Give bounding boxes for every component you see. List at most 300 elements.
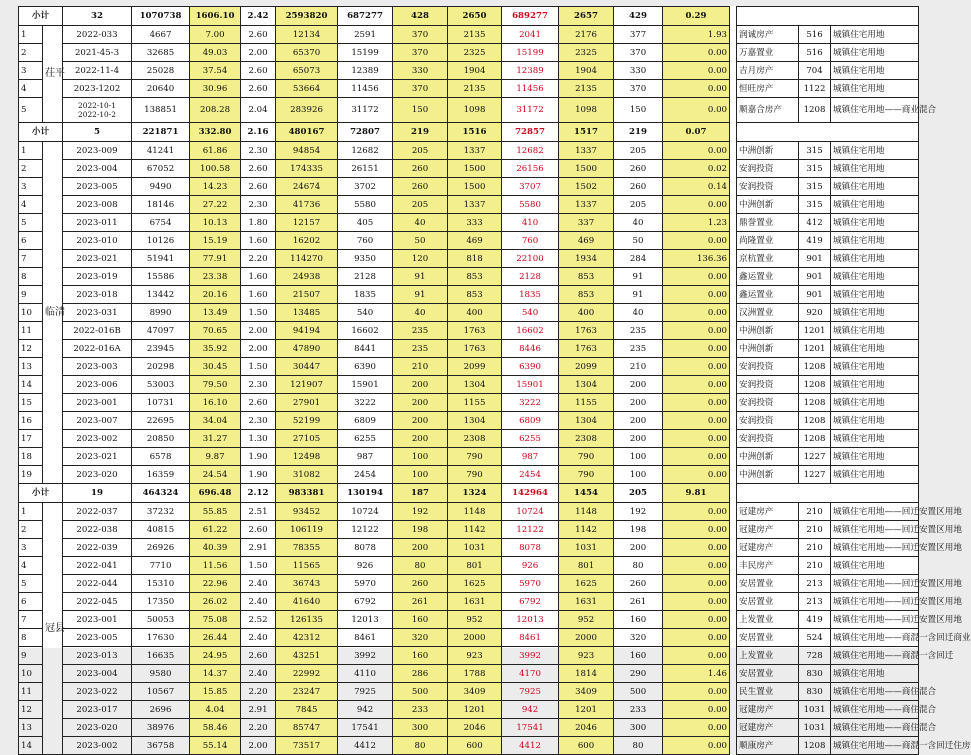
zone-code: 210 bbox=[799, 521, 831, 539]
company-name: 安润投资 bbox=[737, 376, 799, 394]
subtotal-c11: 0.07 bbox=[663, 123, 730, 142]
gap-cell bbox=[730, 268, 737, 286]
company-name: 安居置业 bbox=[737, 575, 799, 593]
parcel-code: 2023-013 bbox=[63, 647, 132, 665]
land-use: 城镇住宅用地——回迁安置区用地 bbox=[831, 611, 919, 629]
cell-c1: 20298 bbox=[132, 358, 190, 376]
cell-c3: 1.50 bbox=[241, 557, 276, 575]
cell-c11: 0.00 bbox=[663, 142, 730, 160]
cell-c9: 1304 bbox=[559, 376, 614, 394]
cell-c11: 0.00 bbox=[663, 647, 730, 665]
cell-c8: 12389 bbox=[502, 62, 559, 80]
gap-cell bbox=[730, 521, 737, 539]
company-name: 安润投资 bbox=[737, 412, 799, 430]
cell-c9: 2325 bbox=[559, 44, 614, 62]
parcel-code: 2022-045 bbox=[63, 593, 132, 611]
cell-c5: 5970 bbox=[338, 575, 393, 593]
cell-c5: 6792 bbox=[338, 593, 393, 611]
table-row bbox=[19, 557, 919, 575]
cell-c9: 600 bbox=[559, 737, 614, 755]
parcel-code: 2023-021 bbox=[63, 448, 132, 466]
gap-cell bbox=[730, 80, 737, 98]
cell-c2: 49.03 bbox=[190, 44, 241, 62]
land-use: 城镇住宅用地 bbox=[831, 376, 919, 394]
cell-c1: 20640 bbox=[132, 80, 190, 98]
cell-c7: 1631 bbox=[448, 593, 502, 611]
cell-c1: 9580 bbox=[132, 665, 190, 683]
cell-c9: 337 bbox=[559, 214, 614, 232]
cell-c3: 2.40 bbox=[241, 665, 276, 683]
cell-c6: 91 bbox=[393, 286, 448, 304]
land-use: 城镇住宅用地——回迁安置区用地 bbox=[831, 575, 919, 593]
company-name: 鑫运置业 bbox=[737, 268, 799, 286]
cell-c7: 3409 bbox=[448, 683, 502, 701]
subtotal-c6: 219 bbox=[393, 123, 448, 142]
subtotal-c5: 130194 bbox=[338, 484, 393, 503]
cell-c11: 0.00 bbox=[663, 557, 730, 575]
cell-c1: 17630 bbox=[132, 629, 190, 647]
subtotal-c9: 1517 bbox=[559, 123, 614, 142]
cell-c3: 2.60 bbox=[241, 521, 276, 539]
gap-cell bbox=[730, 557, 737, 575]
company-name: 冠建房产 bbox=[737, 503, 799, 521]
cell-c10: 330 bbox=[614, 62, 663, 80]
cell-c5: 12682 bbox=[338, 142, 393, 160]
cell-c6: 100 bbox=[393, 466, 448, 484]
parcel-code: 2023-004 bbox=[63, 665, 132, 683]
district-name: 临清 bbox=[43, 142, 63, 484]
zone-code: 213 bbox=[799, 575, 831, 593]
cell-c1: 6754 bbox=[132, 214, 190, 232]
cell-c6: 261 bbox=[393, 593, 448, 611]
cell-c2: 70.65 bbox=[190, 322, 241, 340]
cell-c10: 100 bbox=[614, 448, 663, 466]
cell-c6: 370 bbox=[393, 80, 448, 98]
cell-c3: 1.50 bbox=[241, 304, 276, 322]
cell-c11: 0.00 bbox=[663, 268, 730, 286]
cell-c8: 4170 bbox=[502, 665, 559, 683]
cell-c2: 13.49 bbox=[190, 304, 241, 322]
row-number: 4 bbox=[19, 196, 43, 214]
subtotal-c8: 142964 bbox=[502, 484, 559, 503]
land-table bbox=[18, 6, 971, 755]
zone-code: 210 bbox=[799, 557, 831, 575]
cell-c2: 26.02 bbox=[190, 593, 241, 611]
land-use: 城镇住宅用地——回迁安置区用地 bbox=[831, 503, 919, 521]
cell-c1: 13442 bbox=[132, 286, 190, 304]
cell-c9: 1148 bbox=[559, 503, 614, 521]
parcel-code: 2023-007 bbox=[63, 412, 132, 430]
table-row bbox=[19, 448, 919, 466]
cell-c11: 0.00 bbox=[663, 322, 730, 340]
row-number: 2 bbox=[19, 44, 43, 62]
cell-c7: 1763 bbox=[448, 322, 502, 340]
cell-c1: 20850 bbox=[132, 430, 190, 448]
parcel-code: 2023-005 bbox=[63, 629, 132, 647]
parcel-code: 2022-044 bbox=[63, 575, 132, 593]
parcel-code: 2022-041 bbox=[63, 557, 132, 575]
land-use: 城镇住宅用地 bbox=[831, 304, 919, 322]
cell-c10: 200 bbox=[614, 539, 663, 557]
cell-c5: 11456 bbox=[338, 80, 393, 98]
cell-c11: 0.00 bbox=[663, 232, 730, 250]
cell-c6: 235 bbox=[393, 322, 448, 340]
cell-c3: 2.30 bbox=[241, 196, 276, 214]
cell-c3: 2.60 bbox=[241, 394, 276, 412]
cell-c1: 16635 bbox=[132, 647, 190, 665]
cell-c2: 61.22 bbox=[190, 521, 241, 539]
cell-c9: 1625 bbox=[559, 575, 614, 593]
cell-c4: 52199 bbox=[276, 412, 338, 430]
cell-c6: 500 bbox=[393, 683, 448, 701]
parcel-code: 2023-017 bbox=[63, 701, 132, 719]
zone-code: 315 bbox=[799, 178, 831, 196]
row-number: 10 bbox=[19, 665, 43, 683]
cell-c10: 150 bbox=[614, 98, 663, 123]
cell-c2: 7.00 bbox=[190, 26, 241, 44]
cell-c1: 51941 bbox=[132, 250, 190, 268]
subtotal-c5: 72807 bbox=[338, 123, 393, 142]
table-row bbox=[19, 26, 919, 44]
parcel-code: 2023-001 bbox=[63, 611, 132, 629]
cell-c10: 40 bbox=[614, 214, 663, 232]
cell-c9: 1763 bbox=[559, 340, 614, 358]
cell-c8: 12122 bbox=[502, 521, 559, 539]
row-number: 3 bbox=[19, 62, 43, 80]
parcel-code: 2023-018 bbox=[63, 286, 132, 304]
cell-c4: 126135 bbox=[276, 611, 338, 629]
row-number: 10 bbox=[19, 304, 43, 322]
cell-c11: 0.02 bbox=[663, 160, 730, 178]
subtotal-c4: 480167 bbox=[276, 123, 338, 142]
subtotal-c1: 1070738 bbox=[132, 7, 190, 26]
cell-c10: 500 bbox=[614, 683, 663, 701]
row-number: 14 bbox=[19, 376, 43, 394]
table-row bbox=[19, 196, 919, 214]
cell-c2: 26.44 bbox=[190, 629, 241, 647]
table-row bbox=[19, 737, 919, 755]
cell-c11: 0.00 bbox=[663, 448, 730, 466]
zone-code: 1031 bbox=[799, 701, 831, 719]
cell-c2: 75.08 bbox=[190, 611, 241, 629]
cell-c6: 198 bbox=[393, 521, 448, 539]
cell-c4: 27105 bbox=[276, 430, 338, 448]
cell-c7: 2099 bbox=[448, 358, 502, 376]
cell-c4: 78355 bbox=[276, 539, 338, 557]
cell-c9: 2308 bbox=[559, 430, 614, 448]
subtotal-c8: 72857 bbox=[502, 123, 559, 142]
cell-c10: 200 bbox=[614, 394, 663, 412]
cell-c8: 3222 bbox=[502, 394, 559, 412]
cell-c7: 1625 bbox=[448, 575, 502, 593]
table-row bbox=[19, 98, 919, 123]
parcel-code: 2023-021 bbox=[63, 250, 132, 268]
cell-c5: 3222 bbox=[338, 394, 393, 412]
cell-c4: 12134 bbox=[276, 26, 338, 44]
parcel-code: 2023-006 bbox=[63, 376, 132, 394]
cell-c4: 94854 bbox=[276, 142, 338, 160]
cell-c3: 2.30 bbox=[241, 376, 276, 394]
gap-cell bbox=[730, 575, 737, 593]
cell-c11: 0.00 bbox=[663, 503, 730, 521]
subtotal-c6: 187 bbox=[393, 484, 448, 503]
cell-c11: 1.23 bbox=[663, 214, 730, 232]
cell-c10: 80 bbox=[614, 737, 663, 755]
subtotal-row bbox=[19, 123, 919, 142]
cell-c4: 27901 bbox=[276, 394, 338, 412]
parcel-code: 2023-008 bbox=[63, 196, 132, 214]
cell-c2: 30.45 bbox=[190, 358, 241, 376]
cell-c7: 1337 bbox=[448, 142, 502, 160]
cell-c5: 6809 bbox=[338, 412, 393, 430]
table-row bbox=[19, 575, 919, 593]
cell-c11: 0.00 bbox=[663, 430, 730, 448]
cell-c6: 260 bbox=[393, 575, 448, 593]
cell-c8: 7925 bbox=[502, 683, 559, 701]
cell-c11: 0.00 bbox=[663, 412, 730, 430]
cell-c3: 2.40 bbox=[241, 629, 276, 647]
company-name: 安润投资 bbox=[737, 160, 799, 178]
cell-c2: 34.04 bbox=[190, 412, 241, 430]
cell-c1: 47097 bbox=[132, 322, 190, 340]
subtotal-c10: 429 bbox=[614, 7, 663, 26]
parcel-code: 2023-1202 bbox=[63, 80, 132, 98]
cell-c3: 1.90 bbox=[241, 466, 276, 484]
zone-code: 901 bbox=[799, 268, 831, 286]
cell-c3: 2.60 bbox=[241, 160, 276, 178]
cell-c10: 100 bbox=[614, 466, 663, 484]
cell-c8: 6792 bbox=[502, 593, 559, 611]
zone-code: 1208 bbox=[799, 412, 831, 430]
land-use: 城镇住宅用地——商混一含回迁商业 bbox=[831, 629, 919, 647]
cell-c5: 760 bbox=[338, 232, 393, 250]
subtotal-c1: 221871 bbox=[132, 123, 190, 142]
cell-c3: 2.00 bbox=[241, 737, 276, 755]
row-number: 7 bbox=[19, 611, 43, 629]
cell-c2: 208.28 bbox=[190, 98, 241, 123]
cell-c11: 0.00 bbox=[663, 376, 730, 394]
cell-c5: 31172 bbox=[338, 98, 393, 123]
cell-c7: 1500 bbox=[448, 160, 502, 178]
cell-c3: 2.91 bbox=[241, 539, 276, 557]
cell-c10: 50 bbox=[614, 232, 663, 250]
cell-c3: 2.30 bbox=[241, 142, 276, 160]
cell-c10: 192 bbox=[614, 503, 663, 521]
cell-c10: 200 bbox=[614, 430, 663, 448]
cell-c10: 261 bbox=[614, 593, 663, 611]
parcel-code: 2022-033 bbox=[63, 26, 132, 44]
parcel-code: 2021-45-3 bbox=[63, 44, 132, 62]
subtotal-c7: 1324 bbox=[448, 484, 502, 503]
land-use: 城镇住宅用地 bbox=[831, 44, 919, 62]
zone-code: 704 bbox=[799, 62, 831, 80]
cell-c6: 80 bbox=[393, 737, 448, 755]
cell-c8: 12682 bbox=[502, 142, 559, 160]
cell-c3: 2.04 bbox=[241, 98, 276, 123]
cell-c10: 290 bbox=[614, 665, 663, 683]
company-name: 顺嘉合房产 bbox=[737, 98, 799, 123]
gap-cell bbox=[730, 593, 737, 611]
land-transaction-sheet bbox=[18, 6, 971, 751]
cell-c11: 0.00 bbox=[663, 62, 730, 80]
cell-c5: 2591 bbox=[338, 26, 393, 44]
cell-c3: 2.91 bbox=[241, 701, 276, 719]
land-use: 城镇住宅用地 bbox=[831, 430, 919, 448]
subtotal-c7: 1516 bbox=[448, 123, 502, 142]
row-number: 19 bbox=[19, 466, 43, 484]
row-number: 11 bbox=[19, 322, 43, 340]
cell-c2: 11.56 bbox=[190, 557, 241, 575]
gap-cell bbox=[730, 394, 737, 412]
cell-c8: 3707 bbox=[502, 178, 559, 196]
cell-c2: 16.10 bbox=[190, 394, 241, 412]
land-use: 城镇住宅用地 bbox=[831, 286, 919, 304]
cell-c4: 31082 bbox=[276, 466, 338, 484]
subtotal-c1: 464324 bbox=[132, 484, 190, 503]
cell-c6: 233 bbox=[393, 701, 448, 719]
cell-c4: 24674 bbox=[276, 178, 338, 196]
zone-code: 901 bbox=[799, 286, 831, 304]
cell-c8: 540 bbox=[502, 304, 559, 322]
cell-c9: 2176 bbox=[559, 26, 614, 44]
company-name: 安居置业 bbox=[737, 665, 799, 683]
land-use: 城镇住宅用地——商业混合 bbox=[831, 98, 919, 123]
cell-c11: 0.00 bbox=[663, 98, 730, 123]
cell-c6: 200 bbox=[393, 376, 448, 394]
land-use: 城镇住宅用地 bbox=[831, 250, 919, 268]
cell-c8: 2128 bbox=[502, 268, 559, 286]
cell-c11: 0.00 bbox=[663, 80, 730, 98]
subtotal-c11: 0.29 bbox=[663, 7, 730, 26]
gap-cell bbox=[730, 62, 737, 80]
cell-c3: 1.60 bbox=[241, 232, 276, 250]
cell-c10: 205 bbox=[614, 196, 663, 214]
cell-c1: 17350 bbox=[132, 593, 190, 611]
cell-c9: 1814 bbox=[559, 665, 614, 683]
company-name: 冠建房产 bbox=[737, 719, 799, 737]
cell-c10: 260 bbox=[614, 178, 663, 196]
parcel-code: 2022-039 bbox=[63, 539, 132, 557]
parcel-code: 2023-005 bbox=[63, 178, 132, 196]
cell-c9: 790 bbox=[559, 448, 614, 466]
land-use: 城镇住宅用地 bbox=[831, 80, 919, 98]
cell-c7: 1148 bbox=[448, 503, 502, 521]
cell-c5: 7925 bbox=[338, 683, 393, 701]
land-use: 城镇住宅用地 bbox=[831, 178, 919, 196]
cell-c10: 160 bbox=[614, 647, 663, 665]
cell-c4: 36743 bbox=[276, 575, 338, 593]
cell-c11: 0.00 bbox=[663, 575, 730, 593]
row-number: 8 bbox=[19, 268, 43, 286]
parcel-code-line: 2022-10-1 bbox=[78, 101, 116, 110]
cell-c8: 6809 bbox=[502, 412, 559, 430]
cell-c6: 40 bbox=[393, 304, 448, 322]
table-row bbox=[19, 214, 919, 232]
cell-c2: 23.38 bbox=[190, 268, 241, 286]
cell-c6: 160 bbox=[393, 611, 448, 629]
cell-c2: 24.95 bbox=[190, 647, 241, 665]
parcel-code: 2023-009 bbox=[63, 142, 132, 160]
cell-c8: 6390 bbox=[502, 358, 559, 376]
cell-c6: 192 bbox=[393, 503, 448, 521]
gap-cell bbox=[730, 7, 737, 26]
cell-c1: 10126 bbox=[132, 232, 190, 250]
cell-c6: 370 bbox=[393, 26, 448, 44]
parcel-code: 2022-037 bbox=[63, 503, 132, 521]
cell-c10: 235 bbox=[614, 322, 663, 340]
table-row bbox=[19, 268, 919, 286]
cell-c1: 16359 bbox=[132, 466, 190, 484]
zone-code: 1208 bbox=[799, 358, 831, 376]
cell-c1: 10567 bbox=[132, 683, 190, 701]
table-row bbox=[19, 593, 919, 611]
subtotal-c2: 332.80 bbox=[190, 123, 241, 142]
cell-c2: 4.04 bbox=[190, 701, 241, 719]
cell-c8: 17541 bbox=[502, 719, 559, 737]
table-row bbox=[19, 430, 919, 448]
subtotal-c3: 2.42 bbox=[241, 7, 276, 26]
company-name: 尚隆置业 bbox=[737, 232, 799, 250]
cell-c10: 205 bbox=[614, 142, 663, 160]
cell-c1: 32685 bbox=[132, 44, 190, 62]
table-row bbox=[19, 521, 919, 539]
zone-code: 1122 bbox=[799, 80, 831, 98]
cell-c3: 1.80 bbox=[241, 214, 276, 232]
subtotal-count: 32 bbox=[63, 7, 132, 26]
table-row bbox=[19, 286, 919, 304]
parcel-code: 2023-002 bbox=[63, 430, 132, 448]
cell-c9: 801 bbox=[559, 557, 614, 575]
cell-c1: 15310 bbox=[132, 575, 190, 593]
zone-code: 1227 bbox=[799, 448, 831, 466]
cell-c5: 926 bbox=[338, 557, 393, 575]
gap-cell bbox=[730, 44, 737, 62]
gap-cell bbox=[730, 304, 737, 322]
subtotal-c11: 9.81 bbox=[663, 484, 730, 503]
cell-c11: 0.00 bbox=[663, 719, 730, 737]
cell-c8: 410 bbox=[502, 214, 559, 232]
cell-c3: 2.60 bbox=[241, 62, 276, 80]
subtotal-blank bbox=[737, 484, 919, 503]
cell-c4: 93452 bbox=[276, 503, 338, 521]
gap-cell bbox=[730, 26, 737, 44]
company-name: 安润投资 bbox=[737, 394, 799, 412]
cell-c4: 21507 bbox=[276, 286, 338, 304]
row-number: 3 bbox=[19, 539, 43, 557]
row-number: 11 bbox=[19, 683, 43, 701]
table-row bbox=[19, 80, 919, 98]
cell-c7: 2000 bbox=[448, 629, 502, 647]
cell-c1: 38976 bbox=[132, 719, 190, 737]
cell-c10: 300 bbox=[614, 719, 663, 737]
zone-code: 1208 bbox=[799, 394, 831, 412]
cell-c4: 94194 bbox=[276, 322, 338, 340]
cell-c11: 0.00 bbox=[663, 44, 730, 62]
company-name: 汉洲置业 bbox=[737, 304, 799, 322]
gap-cell bbox=[730, 412, 737, 430]
cell-c9: 3409 bbox=[559, 683, 614, 701]
cell-c10: 260 bbox=[614, 575, 663, 593]
cell-c9: 1500 bbox=[559, 160, 614, 178]
district-name: 茌平 bbox=[43, 26, 63, 123]
cell-c2: 30.96 bbox=[190, 80, 241, 98]
district-name: 冠县 bbox=[43, 503, 63, 755]
cell-c9: 1201 bbox=[559, 701, 614, 719]
table-row bbox=[19, 629, 919, 647]
cell-c8: 942 bbox=[502, 701, 559, 719]
cell-c4: 12498 bbox=[276, 448, 338, 466]
cell-c3: 2.60 bbox=[241, 26, 276, 44]
